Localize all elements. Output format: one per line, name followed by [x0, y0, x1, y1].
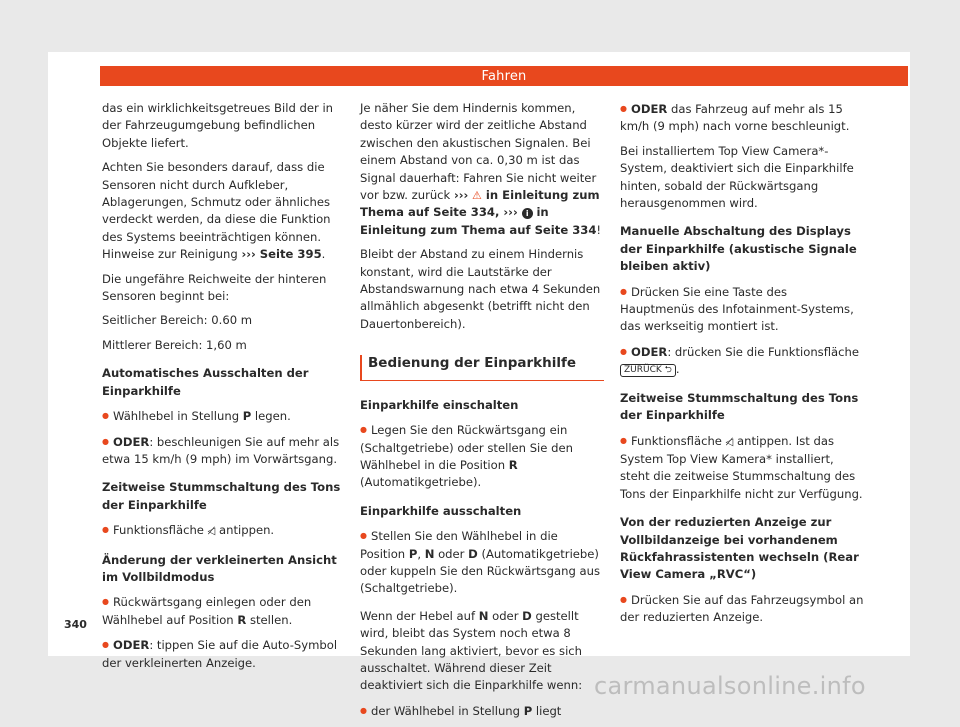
bullet-text: : beschleunigen Sie auf mehr als etwa 15 km/h (9 mph) im Vorwärtsgang. — [102, 434, 340, 466]
section-title: Bedienung der Einparkhilfe — [360, 355, 604, 380]
mute-speaker-icon: ◁̸ — [725, 436, 734, 448]
bullet-text: : tippen Sie auf die Auto-Symbol der verkleinerten Anzeige. — [102, 638, 338, 670]
bold-text: N — [424, 546, 435, 561]
paragraph: Die ungefähre Reichweite der hinteren Sensoren beginnt bei: — [102, 271, 327, 304]
bullet-text: , — [417, 546, 425, 561]
bullet-item — [620, 343, 864, 379]
paragraph-end: ! — [596, 222, 602, 237]
bullet-text: stellen. — [246, 612, 293, 627]
paragraph — [102, 159, 346, 263]
bullet-text: Funktionsfläche — [630, 433, 726, 448]
page-reference-link[interactable]: in Einleitung zum Thema auf Seite 334, ››› — [360, 188, 600, 220]
bullet-text: oder — [434, 546, 469, 561]
bold-text: P — [523, 703, 533, 718]
info-circle-icon: i — [522, 208, 533, 219]
watermark-text: carmanualsonline.info — [594, 672, 866, 700]
bullet-text: Funktionsfläche — [112, 523, 208, 538]
subheading: Einparkhilfe ausschalten — [360, 503, 522, 518]
bullet-item — [620, 100, 864, 136]
mute-speaker-icon: ◁̸ — [207, 526, 216, 538]
bold-text: ODER — [630, 344, 668, 359]
paragraph: das ein wirklichkeitsgetreues Bild der in der Fahrzeugumgebung befindlichen Objekte liefert. — [102, 101, 334, 150]
bullet-item — [360, 702, 604, 720]
bullet-text: . — [675, 362, 680, 377]
bullet-text: Legen Sie den Rückwärtsgang ein (Schaltgetriebe) oder stellen Sie den Wählhebel in die Position — [360, 423, 573, 472]
bullet-text: Rückwärtsgang einlegen oder den Wählhebel auf Position — [102, 595, 312, 627]
bullet-item — [620, 432, 864, 504]
paragraph — [360, 100, 604, 239]
bullet-item — [102, 636, 346, 672]
paragraph-text: Achten Sie besonders darauf, dass die Sensoren nicht durch Aufkleber, Ablagerungen, Schmutz oder ähnliches verdeckt werden, da diese die Funktion des Systems beeinträchtigen können. Hinweise zur Reinigung — [102, 160, 331, 262]
bullet-item: ● Drücken Sie auf das Fahrzeugsymbol an der reduzierten Anzeige. — [620, 591, 864, 627]
bullet-item — [102, 521, 346, 540]
bullet-text: Wählhebel in Stellung — [112, 409, 243, 424]
bullet-item — [360, 421, 604, 492]
zuruck-button-symbol: ZURÜCK ⮌ — [620, 364, 676, 377]
paragraph: Bei installiertem Top View Camera*-System, deaktiviert sich die Einparkhilfe hinten, sobald der Rückwärtsgang herausgenommen wird. — [620, 143, 854, 211]
column-3 — [620, 100, 864, 634]
bullet-item — [102, 407, 346, 425]
bold-text: R — [237, 612, 247, 627]
bullet-item — [360, 527, 604, 598]
bullet-item — [102, 433, 346, 469]
column-2 — [360, 100, 604, 727]
bold-text: ODER — [112, 434, 150, 449]
bold-text: D — [468, 546, 478, 561]
bold-text: N — [478, 608, 489, 623]
subheading: Änderung der verkleinerten Ansicht im Vollbildmodus — [102, 552, 337, 584]
paragraph: Bleibt der Abstand zu einem Hindernis konstant, wird die Lautstärke der Abstandswarnung nach etwa 4 Sekunden allmählich abgesenkt (betrifft nicht den Dauertonbereich). — [360, 247, 601, 331]
subheading: Zeitweise Stummschaltung des Tons der Einparkhilfe — [620, 390, 859, 423]
reference-arrows: ››› — [453, 188, 469, 203]
subheading: Zeitweise Stummschaltung des Tons der Einparkhilfe — [102, 480, 341, 512]
paragraph — [360, 608, 604, 695]
paragraph-text: oder — [488, 608, 523, 623]
subheading: Einparkhilfe einschalten — [360, 397, 519, 412]
bullet-text: der Wählhebel in Stellung — [370, 703, 524, 718]
paragraph-text: gestellt wird, bleibt das System noch etwa 8 Sekunden lang aktiviert, bevor es sich ausschaltet. Während dieser Zeit deaktiviert sich die Einparkhilfe wenn: — [360, 608, 583, 693]
bullet-text: liegt — [532, 703, 562, 718]
bullet-text: das Fahrzeug auf mehr als 15 km/h (9 mph) nach vorne beschleunigt. — [620, 102, 850, 134]
paragraph: Seitlicher Bereich: 0.60 m — [102, 313, 253, 328]
warning-triangle-icon: ⚠ — [472, 189, 482, 203]
bullet-text: (Automatikgetriebe). — [360, 475, 482, 490]
page-number: 340 — [64, 618, 87, 631]
paragraph-text: Je näher Sie dem Hindernis kommen, desto kürzer wird der zeitliche Abstand zwischen den akustischen Signalen. Bei einem Abstand von ca. 0,30 m ist das Signal dauerhaft: Fahren Sie nicht weiter vor bzw. zurück — [360, 101, 597, 203]
page-reference-link[interactable]: ››› Seite 395 — [241, 247, 322, 262]
bold-text: P — [408, 546, 418, 561]
bold-text: P — [242, 409, 252, 424]
bullet-item — [102, 593, 346, 629]
bullet-item: ● Drücken Sie eine Taste des Hauptmenüs des Infotainment-Systems, das werkseitig montiert ist. — [620, 283, 864, 336]
page-reference-link[interactable]: in Einleitung zum Thema auf Seite 334 — [360, 205, 597, 237]
bullet-text: Stellen Sie den Wählhebel in die Position — [360, 529, 558, 561]
bullet-text: antippen. Ist das System Top View Kamera* installiert, steht die zeitweise Stummschaltung des Tons der Einparkhilfe nicht zur Verfügung. — [620, 433, 863, 501]
bold-text: D — [522, 608, 532, 623]
subheading: Von der reduzierten Anzeige zur Vollbildanzeige bei vorhandenem Rückfahrassistenten wechseln (Rear View Camera „RVC“) — [620, 515, 859, 582]
subheading: Automatisches Ausschalten der Einparkhilfe — [102, 366, 309, 398]
chapter-header — [100, 66, 908, 86]
bold-text: ODER — [630, 102, 668, 116]
bullet-text: legen. — [251, 409, 291, 424]
subheading: Manuelle Abschaltung des Displays der Einparkhilfe (akustische Signale bleiben aktiv) — [620, 224, 857, 274]
bullet-text: antippen. — [215, 523, 275, 538]
chapter-title: Fahren — [481, 68, 527, 84]
column-1 — [102, 100, 346, 679]
paragraph-end: . — [321, 247, 326, 262]
paragraph-text: Wenn der Hebel auf — [360, 608, 479, 623]
paragraph: Mittlerer Bereich: 1,60 m — [102, 337, 247, 352]
bold-text: R — [508, 457, 518, 472]
bold-text: ODER — [112, 638, 150, 653]
bullet-text: : drücken Sie die Funktionsfläche — [667, 344, 859, 359]
bullet-text: (Automatikgetriebe) oder kuppeln Sie den Rückwärtsgang aus (Schaltgetriebe). — [360, 546, 601, 596]
